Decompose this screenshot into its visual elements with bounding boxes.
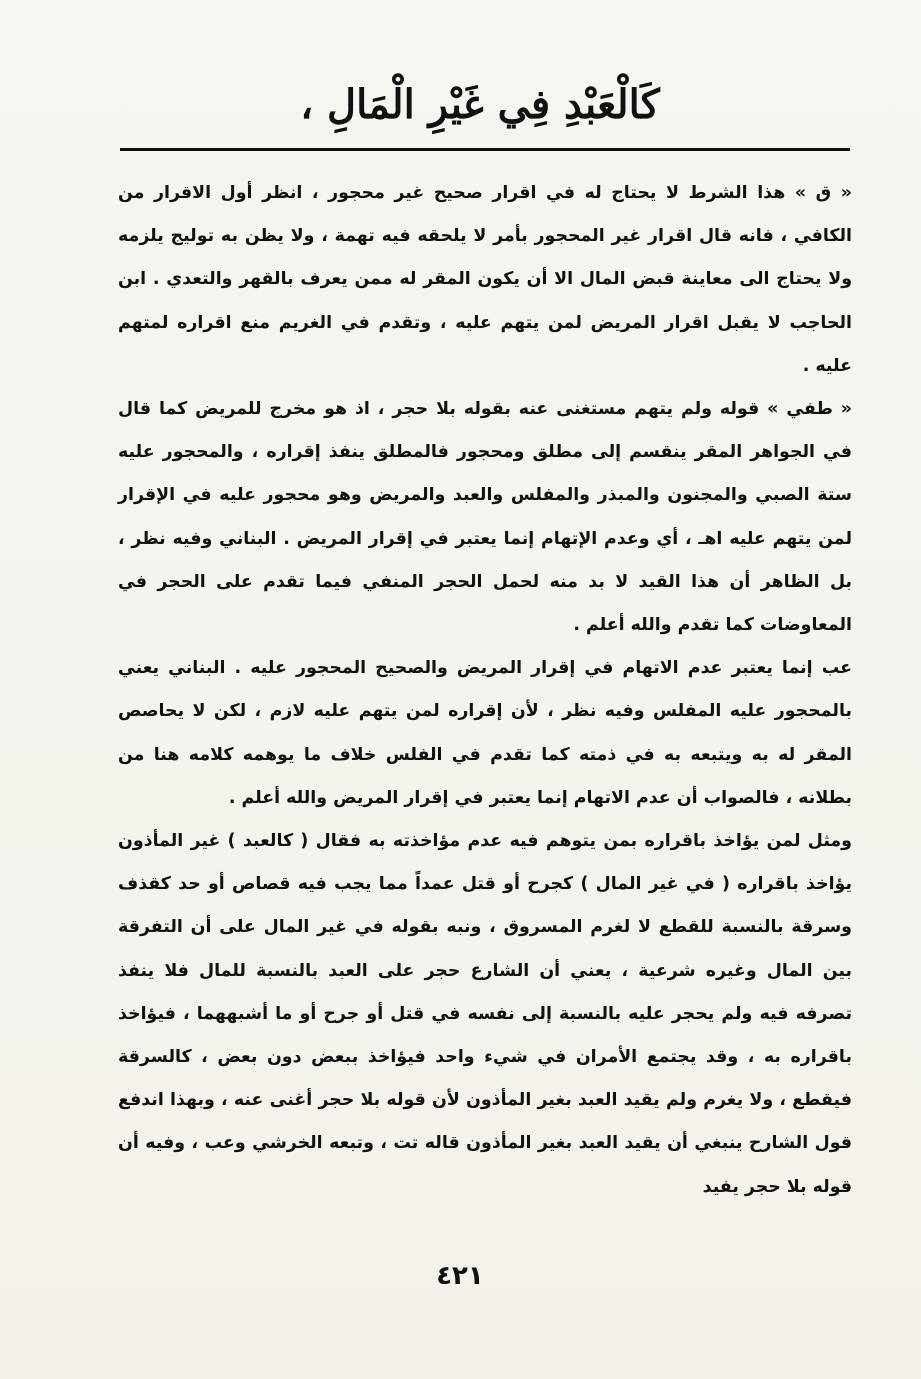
paragraph-4: ومثل لمن يؤاخذ باقراره بمن يتوهم فيه عدم مؤاخذته به فقال ( كالعبد ) غير المأذون يؤاخذ باقراره ( في غير المال ) كجرح أو قتل عمداً مما يجب فيه قصاص أو حد كقذف وسرقة بالنسبة للقطع لا لغرم المسروق ، ونبه بقوله في غير المال على أن التفرقة بين المال وغيره شرعية ، يعني أن الشارع حجر على العبد بالنسبة للمال فلا ينفذ تصرفه فيه ولم يحجر عليه بالنسبة إلى نفسه في قتل أو جرح أو ما أشبههما ، فيؤاخذ باقراره به ، وقد يجتمع الأمران في شيء واحد فيؤاخذ ببعض دون بعض ، كالسرقة فيقطع ، ولا يغرم ولم يقيد العبد بغير المأذون لأن قوله بلا حجر أغنى عنه ، وبهذا اندفع قول الشارح ينبغي أن يقيد العبد بغير المأذون قاله تت ، وتبعه الخرشي وعب ، وفيه أن قوله بلا حجر يفيد bbox=[118, 831, 852, 1197]
page-number: ٤٢١ bbox=[436, 1261, 484, 1291]
header-divider bbox=[120, 148, 850, 151]
paragraph-1: « ق » هذا الشرط لا يحتاج له في اقرار صحيح غير محجور ، انظر أول الاقرار من الكافي ، فانه قال اقرار غير المحجور بأمر لا يلحقه فيه تهمة ، ولا يظن به توليج يلزمه ولا يحتاج الى معاينة قبض المال الا أن يكون المقر له ممن يعرف بالقهر والتعدي . ابن الحاجب لا يقبل اقرار المريض لمن يتهم عليه ، وتقدم في الغريم منع اقراره لمتهم عليه . bbox=[118, 183, 852, 376]
page-header-title: كَالْعَبْدِ فِي غَيْرِ الْمَالِ ، bbox=[300, 81, 660, 128]
paragraph-3: عب إنما يعتبر عدم الاتهام في إقرار المريض والصحيح المحجور عليه . البناني يعني بالمحجور عليه المفلس وفيه نظر ، لأن إقراره لمن يتهم عليه لازم ، لكن لا يحاصص المقر له به ويتبعه به في ذمته كما تقدم في الفلس خلاف ما يوهمه كلامه هنا من بطلانه ، فالصواب أن عدم الاتهام إنما يعتبر في إقرار المريض والله أعلم . bbox=[118, 658, 852, 808]
page-body bbox=[118, 172, 852, 1209]
paragraph-2: « طفي » قوله ولم يتهم مستغنى عنه بقوله بلا حجر ، اذ هو مخرج للمريض كما قال في الجواهر المقر ينقسم إلى مطلق ومحجور فالمطلق ينفذ إقراره ، والمحجور عليه ستة الصبي والمجنون والمبذر والمفلس والعبد والمريض وهو محجور عليه في الإقرار لمن يتهم عليه اهـ ، أي وعدم الإتهام إنما يعتبر في إقرار المريض . البناني وفيه نظر ، بل الظاهر أن هذا القيد لا بد منه لحمل الحجر المنفي فيما تقدم على الحجر في المعاوضات كما تقدم والله أعلم . bbox=[118, 399, 852, 636]
